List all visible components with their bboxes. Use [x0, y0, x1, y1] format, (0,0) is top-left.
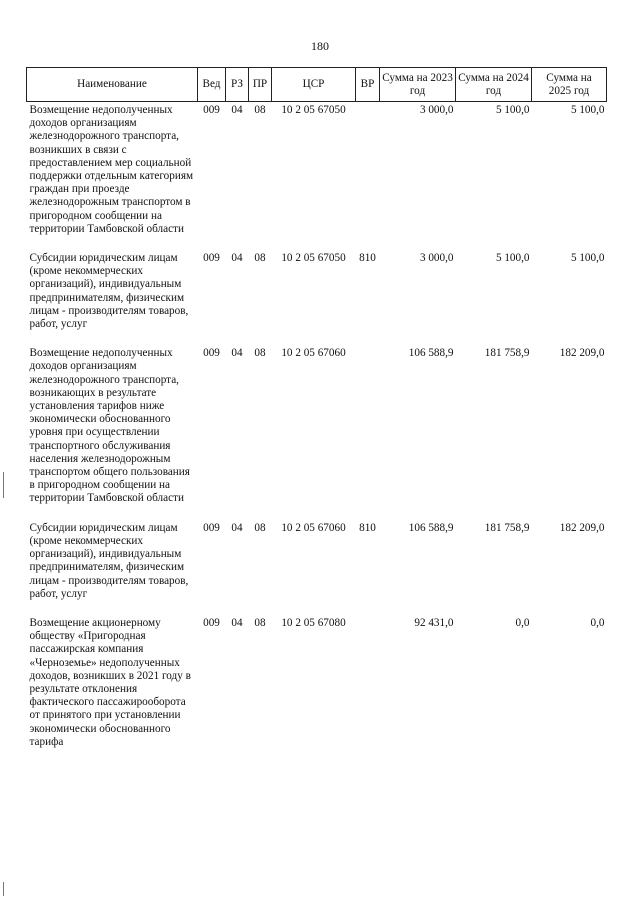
row-sum-2025: 5 100,0 — [570, 252, 605, 265]
row-ved: 009 — [203, 252, 220, 265]
row-vr — [356, 345, 380, 519]
row-pr: 08 — [254, 347, 266, 360]
row-sum-2025: 182 209,0 — [559, 347, 605, 360]
row-pr: 08 — [254, 252, 266, 265]
row-name: Возмещение недополученных доходов организациям железнодорожного транспорта, возникающих в результате установления тарифов ниже экономически обоснованного уровня при осуществлении транспортного обслуживания населения железнодорожным транспортом общего пользования в пригородном сообщении на территории Тамбовской области — [29, 347, 190, 505]
row-ved: 009 — [203, 347, 220, 360]
row-sum-2024: 181 758,9 — [484, 347, 530, 360]
row-sum-2025: 0,0 — [590, 616, 605, 629]
row-vr: 810 — [359, 252, 376, 265]
row-vr — [356, 615, 380, 763]
row-csr: 10 2 05 67060 — [281, 347, 346, 360]
row-name: Субсидии юридическим лицам (кроме некоммерческих организаций), индивидуальным предпринимателям, физическим лицам - производителям товаров, работ, услуг — [29, 521, 189, 600]
row-csr: 10 2 05 67060 — [281, 521, 346, 534]
row-rz: 04 — [231, 252, 243, 265]
col-header-vr: ВР — [356, 68, 380, 102]
row-vr — [356, 102, 380, 251]
table-row — [27, 615, 607, 763]
col-header-sum-2025: Сумма на 2025 год — [532, 68, 607, 102]
table-header-row — [27, 68, 607, 102]
row-csr: 10 2 05 67080 — [281, 616, 346, 629]
table-row — [27, 520, 607, 615]
col-header-csr: ЦСР — [272, 68, 356, 102]
row-sum-2024: 5 100,0 — [495, 252, 530, 265]
row-vr: 810 — [359, 521, 376, 534]
row-rz: 04 — [231, 521, 243, 534]
table-row — [27, 345, 607, 519]
budget-table — [26, 67, 607, 763]
row-ved: 009 — [203, 616, 220, 629]
col-header-rz: РЗ — [226, 68, 249, 102]
row-sum-2025: 5 100,0 — [570, 104, 605, 116]
row-pr: 08 — [254, 104, 266, 116]
row-sum-2023: 106 588,9 — [408, 347, 454, 360]
row-ved: 009 — [203, 521, 220, 534]
col-header-sum-2024: Сумма на 2024 год — [456, 68, 532, 102]
row-ved: 009 — [203, 104, 220, 116]
table-row — [27, 250, 607, 345]
row-rz: 04 — [231, 347, 243, 360]
row-pr: 08 — [254, 521, 266, 534]
col-header-pr: ПР — [249, 68, 272, 102]
row-sum-2025: 182 209,0 — [559, 521, 605, 534]
col-header-name: Наименование — [27, 68, 198, 102]
row-sum-2023: 3 000,0 — [419, 104, 454, 116]
page-number: 180 — [311, 39, 329, 53]
row-name: Возмещение акционерному обществу «Пригородная пассажирская компания «Черноземье» недополученных доходов, возникших в 2021 году в результате отклонения фактического пассажирооборота от принятого при установлении экономически обоснованного тарифа — [29, 616, 191, 748]
row-sum-2023: 92 431,0 — [414, 616, 454, 629]
row-sum-2024: 5 100,0 — [495, 104, 530, 116]
col-header-sum-2023: Сумма на 2023 год — [380, 68, 456, 102]
row-sum-2024: 0,0 — [515, 616, 530, 629]
row-name: Возмещение недополученных доходов организациям железнодорожного транспорта, возникших в связи с предоставлением мер социальной поддержки отдельным категориям граждан при проезде железнодорожным транспортом в пригородном сообщении на территории Тамбовской области — [29, 104, 194, 235]
row-sum-2023: 3 000,0 — [419, 252, 454, 265]
scan-margin-mark — [3, 472, 4, 498]
row-csr: 10 2 05 67050 — [281, 252, 346, 265]
row-sum-2023: 106 588,9 — [408, 521, 454, 534]
col-header-ved: Вед — [198, 68, 226, 102]
row-csr: 10 2 05 67050 — [281, 104, 346, 116]
row-rz: 04 — [231, 104, 243, 116]
row-pr: 08 — [254, 616, 266, 629]
table-row — [27, 102, 607, 251]
row-sum-2024: 181 758,9 — [484, 521, 530, 534]
row-name: Субсидии юридическим лицам (кроме некоммерческих организаций), индивидуальным предпринимателям, физическим лицам - производителям товаров, работ, услуг — [29, 252, 189, 331]
scan-margin-mark — [3, 882, 4, 896]
row-rz: 04 — [231, 616, 243, 629]
